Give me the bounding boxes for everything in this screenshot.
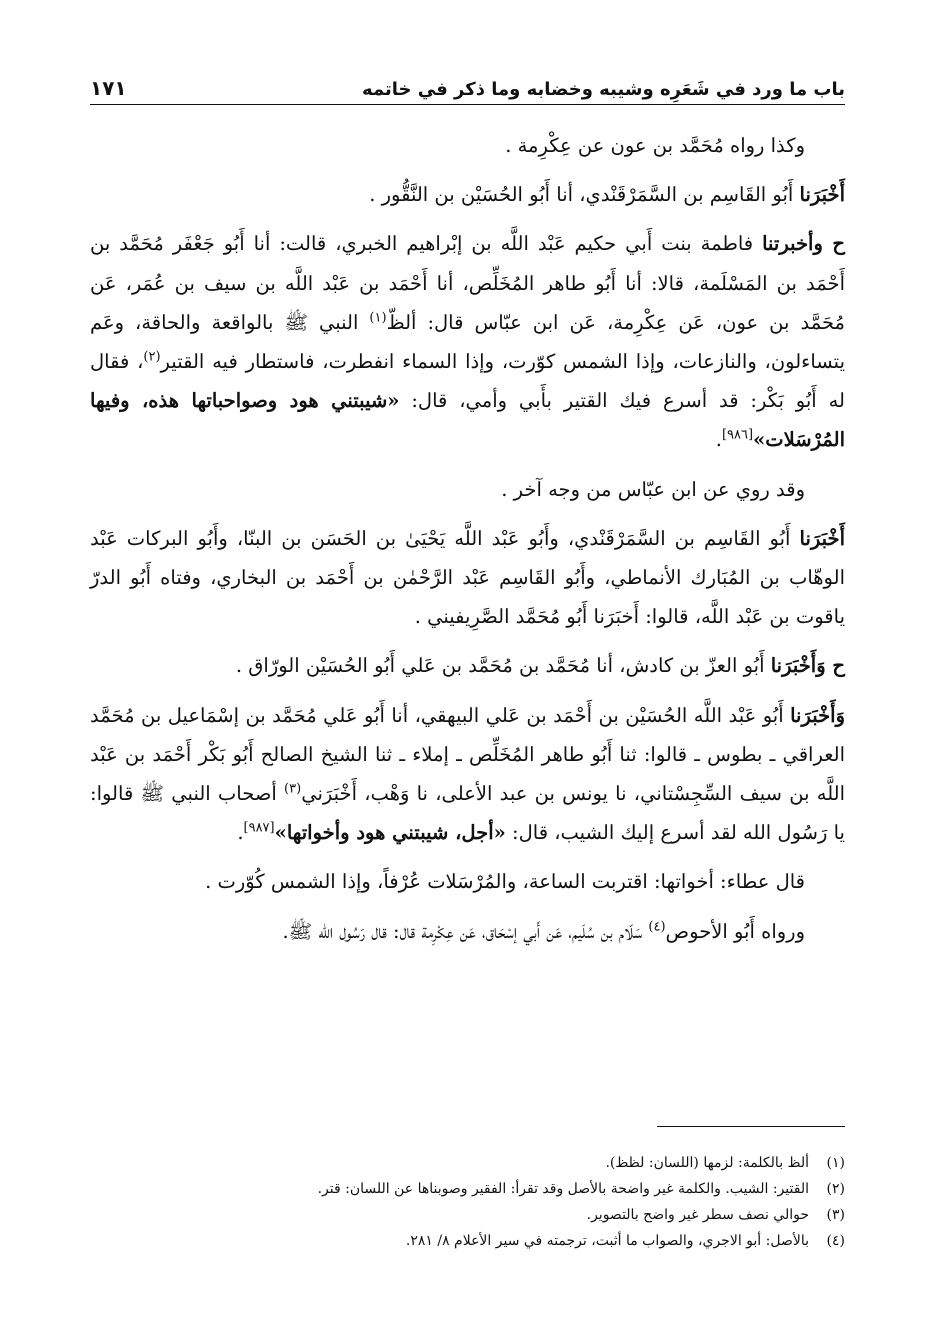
footnote: [90, 1202, 845, 1228]
paragraph-text: أَبُو العزّ بن كادش، أنا مُحَمَّد بن مُحَمَّد بن عَلي أَبُو الحُسَيْن الورّاق .: [235, 654, 771, 678]
paragraph-text: سَلّام بن سُلَيم، عَن أَبي إسْحَاق، عَن عِكْرِمة قال: قال رَسُول الله ﷺ.: [282, 919, 649, 943]
narration-lead: أَخْبَرَنا: [799, 526, 845, 550]
narration-lead: وَأَخْبَرَنا: [790, 703, 845, 727]
paragraph-text: وكذا رواه مُحَمَّد بن عون عن عِكْرِمة .: [505, 134, 805, 157]
paragraph-text: أَبُو القَاسِم بن السَّمَرْقَنْدي، أنا أَبُو الحُسَيْن بن النَّقُّور .: [369, 183, 800, 207]
footnote: [90, 1150, 845, 1176]
paragraph-text: وقد روي عن ابن عبّاس من وجه آخر .: [501, 477, 805, 501]
paragraph-text: ورواه أَبُو الأحوص: [665, 919, 805, 943]
footnote-text: ألظ بالكلمة: لزمها (اللسان: لظظ).: [605, 1155, 809, 1171]
paragraph-text: قال عطاء: أخواتها: اقتربت الساعة، والمُرْسَلات عُرْفاً، وإذا الشمس كُوّرت .: [205, 870, 805, 894]
paragraph-text: أَبُو القَاسِم بن السَّمَرْقَنْدي، وأَبُو عَبْد اللَّه يَحْيَىٰ بن الحَسَن بن البنّا، وأَبُو البركات عَبْد الوهّاب بن المُبَارك الأنماطي، وأَبُو القَاسِم عَبْد الرَّحْمٰن بن أَحْمَد بن البخاري، وفتاه أَبُو الدرّ ياقوت بن عَبْد اللَّه، قالوا: أَخبَرَنا أَبُو مُحَمَّد الصَّرِيفيني .: [90, 526, 845, 629]
paragraph: [90, 126, 845, 165]
paragraph: [90, 862, 845, 901]
paragraph-end: .: [237, 821, 244, 845]
paragraph: [90, 175, 845, 214]
footnote-marker: (١): [369, 310, 387, 326]
paragraph-text: أصحاب النبي ﷺ قالوا: يا رَسُول الله لقد أسرع إليك الشيب، قال:: [90, 782, 845, 845]
main-text: [90, 126, 845, 961]
footnote-text: بالأصل: أبو الاجري، والصواب ما أثبت، ترجمته في سير الأعلام ٨/ ٢٨١.: [405, 1233, 809, 1249]
paragraph: [90, 912, 845, 951]
running-title: باب ما ورد في شَعَرِه وشيبه وخضابه وما ذكر في خاتمه: [362, 79, 845, 100]
paragraph-end: .: [715, 428, 722, 452]
hadith-reference: [٩٨٦]: [721, 427, 754, 443]
paragraph-text: النبي ﷺ بالواقعة والحاقة، وعَم يتساءلون، والنازعات، وإذا الشمس كوّرت، وإذا السماء انفطرت، فاستطار فيه القتير: [90, 310, 845, 374]
paragraph: [90, 470, 845, 509]
footnote-number: (٣): [826, 1207, 845, 1223]
page-number: ١٧١: [90, 76, 127, 100]
footnote-number: (١): [826, 1155, 845, 1171]
paragraph: [90, 646, 845, 685]
footnote-separator: [657, 1126, 845, 1127]
paragraph: [90, 519, 845, 637]
footnote: [90, 1176, 845, 1202]
page-header: [90, 64, 845, 105]
hadith-reference: [٩٨٧]: [243, 820, 275, 836]
paragraph: [90, 696, 845, 853]
narration-lead: أَخْبَرَنا: [799, 183, 845, 207]
paragraph-text: فاطمة بنت أَبي حكيم عَبْد اللَّه بن إبْراهيم الخبري، قالت: أنا أَبُو جَعْفَر مُحَمَّد بن أَحْمَد بن المَسْلَمة، قالا: أنا أَبُو طاهر المُخَلِّص، أنا أَحْمَد بن عَبْد اللَّه بن سيف بن عُمَر، عَن مُحَمَّد بن عون، عَن عِكْرِمة، عَن ابن عبّاس قال: ألظّ: [90, 232, 845, 334]
footnote: [90, 1228, 845, 1254]
footnote-text: حوالي نصف سطر غير واضح بالتصوير.: [586, 1207, 809, 1223]
hadith-quote: «أجل، شيبتني هود وأخواتها»: [274, 821, 506, 845]
footnote-marker: (٣): [284, 781, 302, 797]
footnote-number: (٢): [826, 1181, 845, 1197]
paragraph-text: ، فقال له أَبُو بَكْر: قد أسرع فيك القتير بأَبي وأمي، قال:: [90, 350, 845, 413]
narration-lead: ح وأخبرتنا: [762, 232, 845, 256]
narration-lead: ح وَأَخْبَرَنا: [770, 654, 845, 678]
hadith-quote: «شيبتني هود وصواحباتها هذه، وفيها المُرْسَلات»: [90, 389, 845, 452]
paragraph: [90, 224, 845, 459]
footnote-text: القتير: الشيب. والكلمة غير واضحة بالأصل وقد تقرأ: الفقير وصوبناها عن اللسان: قتر.: [317, 1181, 809, 1197]
footnote-marker: (٤): [648, 919, 666, 935]
footnote-number: (٤): [826, 1233, 845, 1249]
footnotes: [90, 1150, 845, 1254]
paragraph-text: أَبُو عَبْد اللَّه الحُسَيْن بن أَحْمَد بن عَلي البيهقي، أنا أَبُو عَلي مُحَمَّد بن إسْمَاعيل بن مُحَمَّد العراقي ـ بطوس ـ قالوا: ثنا أَبُو طاهر المُخَلِّص ـ إملاء ـ ثنا الشيخ الصالح أَبُو بَكْر أَحْمَد بن عَبْد اللَّه بن سيف السِّجِسْتاني، نا يونس بن عبد الأعلى، نا وَهْب، أَخْبَرَني: [90, 703, 846, 806]
footnote-marker: (٢): [143, 349, 161, 365]
